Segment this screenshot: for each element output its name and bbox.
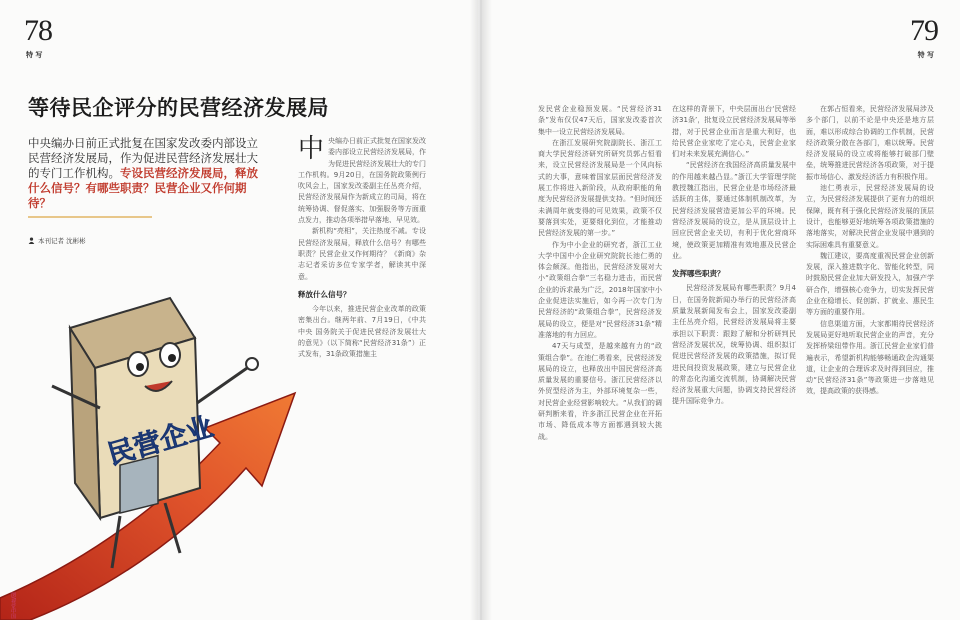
spine-gutter: [470, 0, 492, 620]
article-column-3: [672, 104, 796, 408]
byline: [28, 236, 86, 245]
paragraph: 中央编办日前正式批复在国家发改委内部设立民营经济发展局，作为促进民营经济发展壮大的专门工作机构。9月20日，在国务院政策例行吹风会上，国家发改委副主任丛亮介绍，民营经济发展局作为新成立的司局，将在统筹协调、督促落实、加强服务等方面重点发力，推动各项举措早落地、早见效。: [298, 134, 427, 225]
paragraph: 新机构“亮相”，关注热度不减。专设民营经济发展局，释放什么信号？有哪些职责？民营企业又作何期待？《新商》杂志记者采访多位专家学者，解读其中深意。: [298, 227, 426, 281]
paragraph: 信息渠道方面，大家都期待民营经济发展局更好地听取民营企业的声音，充分发挥桥梁纽带作用。浙江民营企业家们普遍表示，希望新机构能够畅通政企沟通渠道，让企业的合理诉求及时得到回应，推动“民营经济31条”等政策进一步落地见效，提高政策的获得感。: [806, 319, 934, 396]
article-column-4: [806, 104, 934, 398]
article-headline: 等待民企评分的民营经济发展局: [28, 96, 329, 120]
paragraph: 在浙江发展研究院副院长、浙江工商大学民营经济研究所研究员郭占恒看来，设立民营经济发展局是一个风向标式的大事，意味着国家层面民营经济发展工作将进入新阶段，从政府职能的角度为民营经济发展提供支持。“但时间还未满周年就变得的可见效果，政策不仅要落到实处，更要细化到位，才能推动民营经济发展的第一步。”: [538, 138, 662, 238]
person-icon: [28, 237, 35, 244]
subheading-signal: 释放什么信号？: [298, 289, 351, 299]
illustration-credit: 图/视觉中国: [10, 592, 16, 619]
paragraph: 民营经济发展局有哪些职责？9月4日，在国务院新闻办举行的民营经济高质量发展新闻发布会上，国家发改委副主任丛亮介绍，民营经济发展局将主要承担以下职责：跟踪了解和分析研判民营经济发展状况，统筹协调、组织拟订促进民营经济发展的政策措施，拟订促进民间投资发展政策，建立与民营企业的常态化沟通交流机制，协调解决民营经济发展重大问题，协调支持民营经济提升国际竞争力。: [672, 284, 796, 406]
decorative-rule: [28, 216, 152, 218]
dropcap: 中: [298, 134, 325, 164]
left-page: [0, 0, 478, 620]
deck-text: 中央编办日前正式批复在国家发改委内部设立民营经济发展局，作为促进民营经济发展壮大的专门工作机构。: [28, 136, 258, 180]
article-column-2: [538, 104, 662, 443]
paragraph: 魏江建议，要高度重视民营企业创新发展，深入推进数字化、智能化转型，同时鼓励民营企业加大研发投入，加强产学研合作，增强核心竞争力，切实发挥民营企业在稳增长、促创新、扩就业、惠民生等方面的重要作用。: [806, 251, 934, 317]
paragraph: 今年以来，推进民营企业改革的政策密集出台。继两年前、7月19日，《中共中央 国务院关于促进民营经济发展壮大的意见》（以下简称“民营经济31条”）正式发布，31条政策措施主: [298, 305, 426, 359]
paragraph: 作为中小企业的研究者，浙江工业大学中国中小企业研究院院长池仁勇的体会颇深。他指出，民营经济发展对大小“政策组合拳”三名稳力进击，而民营企业的诉求最为广泛，2018年国家中小企业促进法实施后，如今再一次专门为民营经济的“政策组合拳”，民营经济发展局的设立，便是对“民营经济31条”精准落地的有力回应。: [538, 240, 662, 339]
paragraph: 池仁勇表示，民营经济发展局的设立，为民营经济发展提供了更有力的组织保障，既有利于强化民营经济发展的顶层设计，也能够更好地统筹各项政策措施的落地落实，对解决民营企业发展中遇到的实际困难具有重要意义。: [806, 184, 934, 249]
paragraph: 在这样的背景下，中央层面出台‘民营经济31条’，批复设立民营经济发展局等举措，对于民营企业而言是重大利好，也给民营企业家吃了定心丸，民营企业家们对未来发展充满信心。”: [672, 105, 796, 159]
article-deck: [28, 136, 268, 211]
paragraph: 在郭占恒看来，民营经济发展局涉及多个部门，以前不论是中央还是地方层面，难以形成综合协调的工作机制，民营经济政策分散在各部门，难以统筹。民营经济发展局的设立或将能够打破部门壁垒，统筹推进民营经济各项政策，对于提振市场信心、激发经济活力有积极作用。: [806, 105, 934, 181]
article-column-1: [298, 136, 426, 361]
paragraph: 发民营企业稳预发展。“民营经济31条”发布仅仅47天后，国家发改委首次集中一设立民营经济发展局。: [538, 105, 662, 136]
building-sign-text: 民营企业: [104, 411, 217, 472]
section-label-left: 特 写: [26, 51, 43, 59]
page-number-left: 78: [24, 14, 52, 47]
deck-emphasis: 专设民营经济发展局，释放什么信号？有哪些职责？民营企业又作何期待？: [28, 166, 258, 210]
paragraph: 47天与成型，是越来越有力的“政策组合拳”。在池仁勇看来，民营经济发展局的设立，也释放出中国民营经济高质量发展的重要信号。浙江民营经济以外贸型经济为主，外部环境复杂一些，对民营企业经营影响较大。“从我们的调研判断来看，许多浙江民营企业在开拓市场、降低成本等方面都遇到较大挑战。: [538, 342, 662, 441]
page-number-right: 79: [910, 14, 938, 47]
subheading-duties: 发挥哪些职责？: [672, 269, 725, 279]
illustration-rising-arrow: [0, 268, 300, 620]
byline-text: 本刊记者 沈彬彬: [38, 237, 86, 245]
paragraph: “民营经济在我国经济高质量发展中的作用越来越凸显。”浙江大学管理学院教授魏江指出，民营企业是市场经济最活跃的主体，要通过体制机制改革，为民营经济发展营造更加公平的环境。民营经济发展局的设立，是从顶层设计上回应民营企业关切，有利于优化营商环境，使政策更加精准有效地惠及民营企业。: [672, 161, 796, 260]
section-label-right: 特 写: [917, 51, 934, 59]
